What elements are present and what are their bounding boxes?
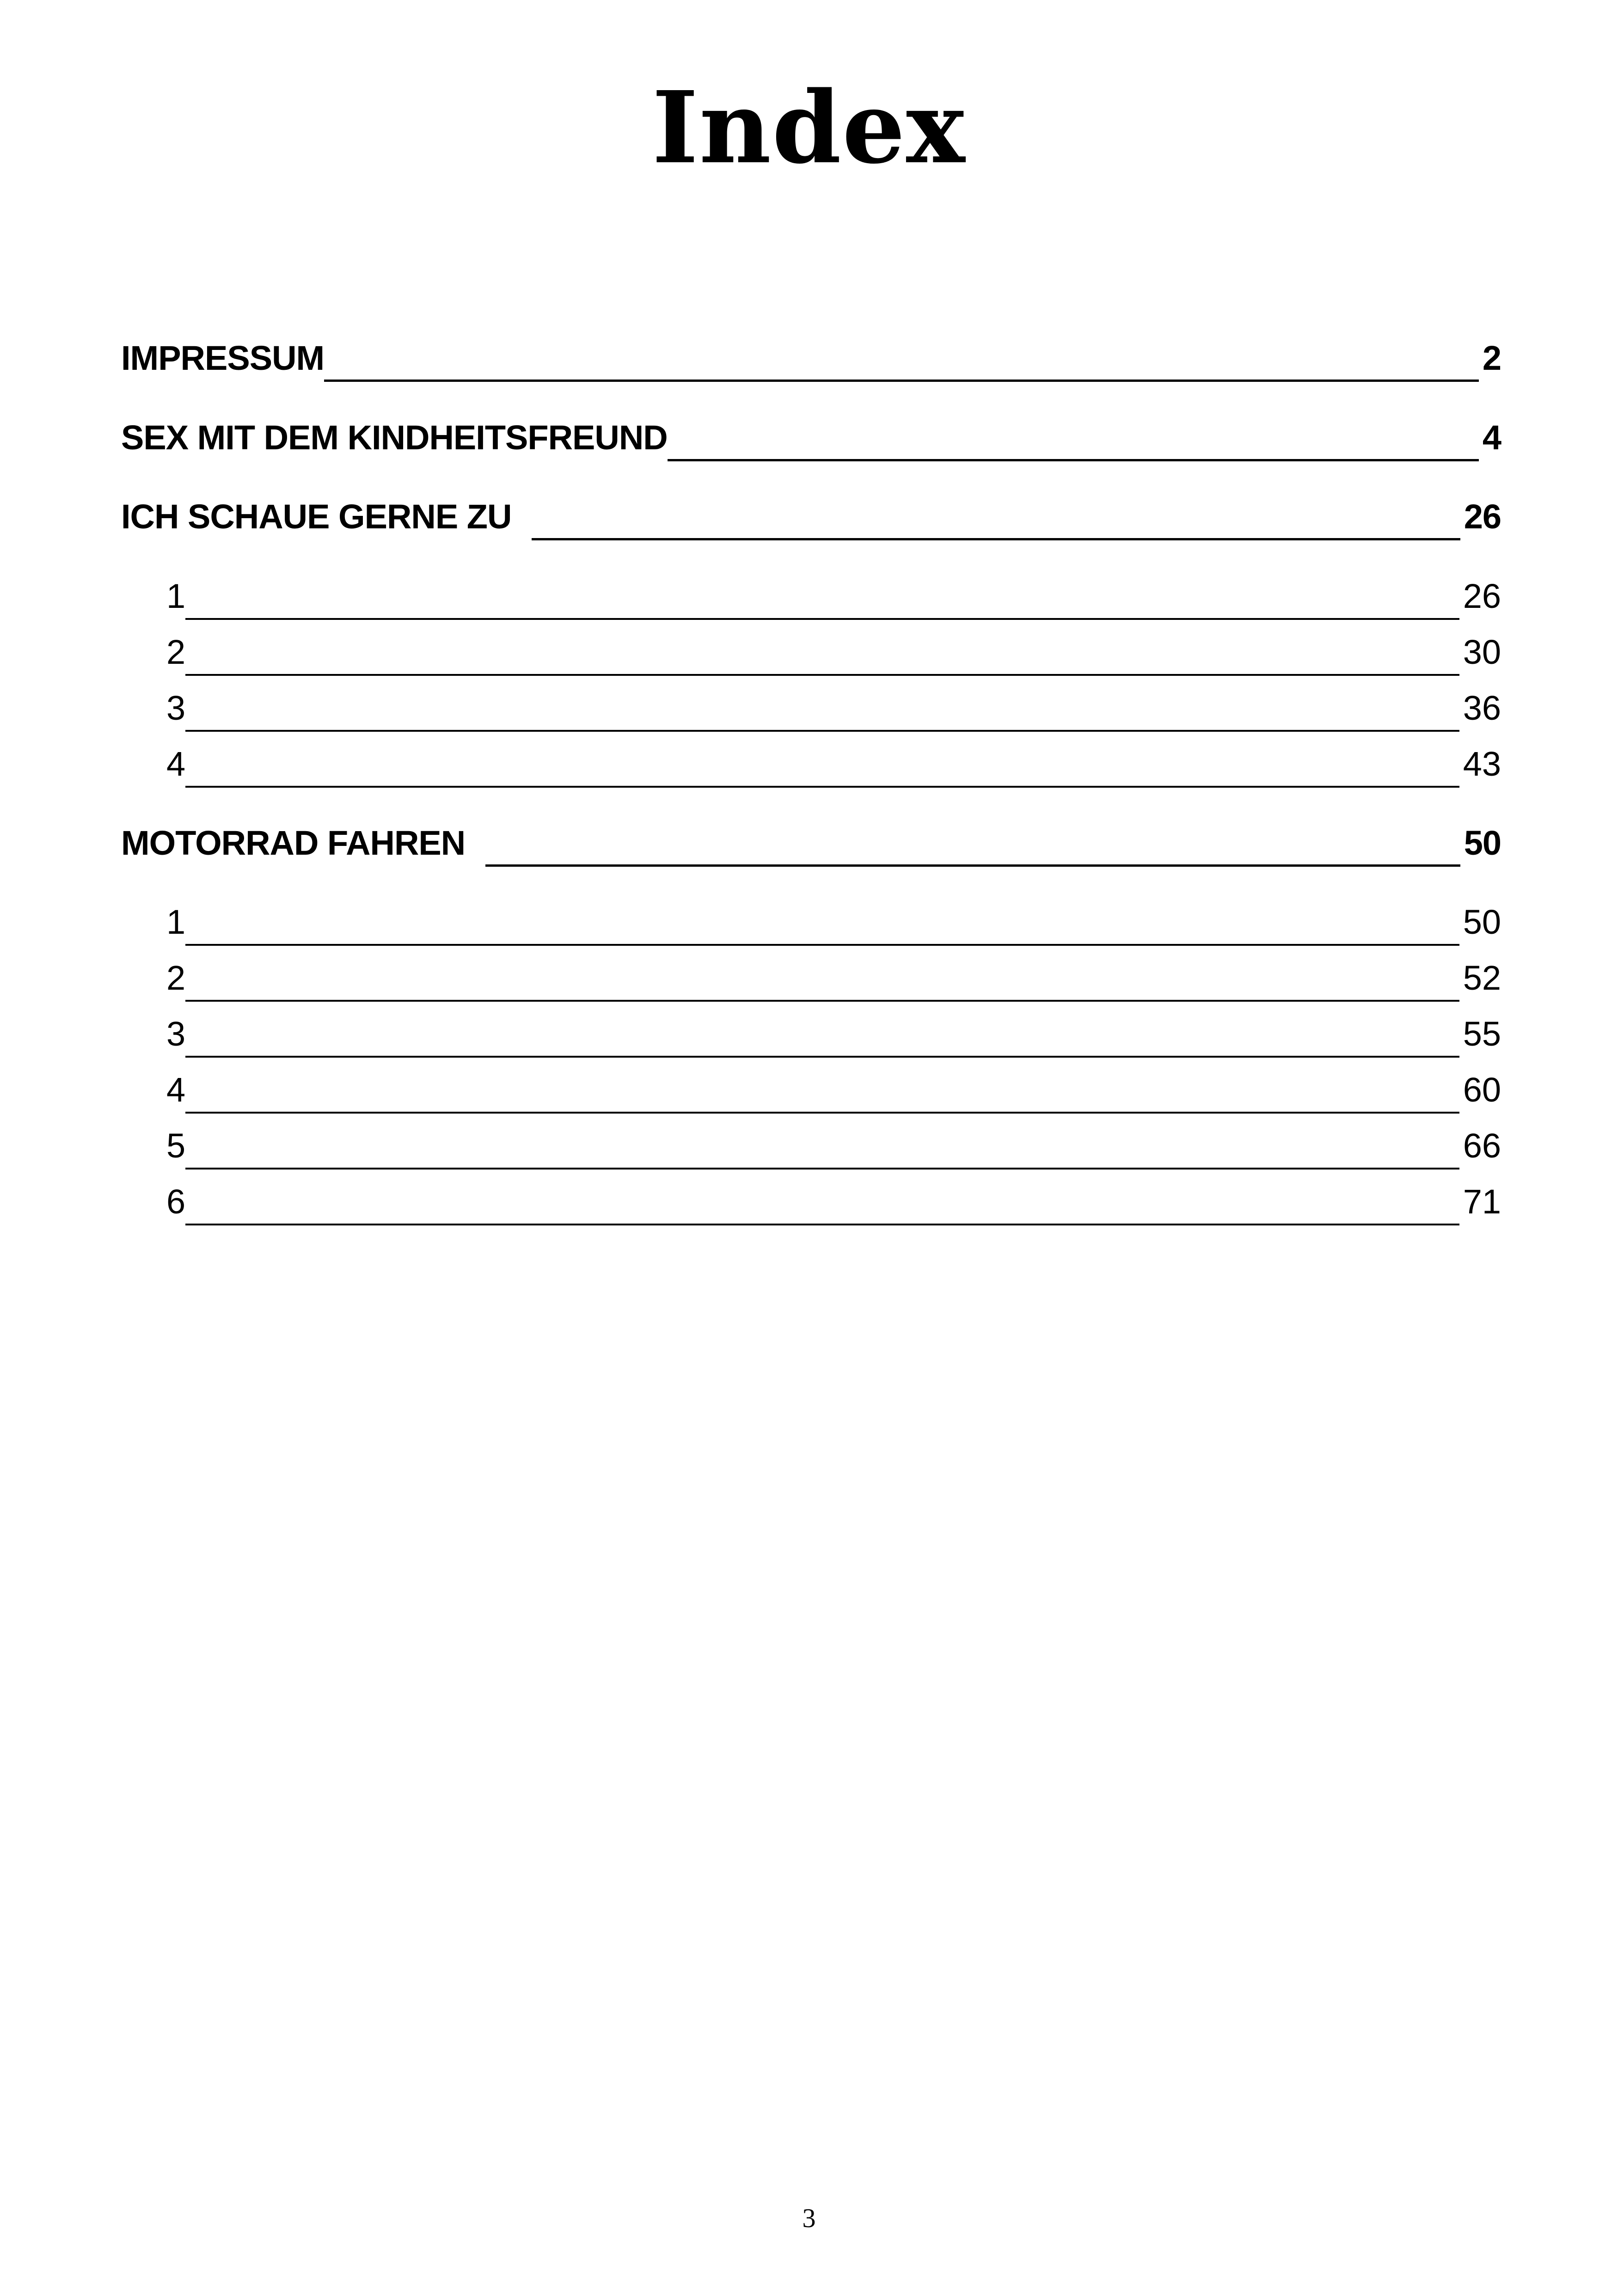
toc-entry-page: 60	[1463, 1071, 1501, 1109]
toc-entry-page: 43	[1463, 745, 1501, 783]
toc-leader-line	[185, 1185, 1459, 1219]
toc-entry-page: 55	[1463, 1015, 1501, 1053]
toc-entry-sex-mit-dem-kindheitsfreund[interactable]	[121, 418, 1501, 457]
toc-leader-line	[185, 635, 1459, 669]
toc-entry-page: 66	[1463, 1127, 1501, 1165]
toc-subentry[interactable]	[166, 1182, 1501, 1221]
toc-leader-line	[485, 826, 1460, 860]
toc-entry-page: 50	[1464, 824, 1501, 862]
toc-entry-label: 5	[166, 1127, 186, 1165]
toc-entry-label: 3	[166, 689, 186, 727]
toc-entry-label: IMPRESSUM	[121, 339, 325, 377]
toc-entry-ich-schaue-gerne-zu[interactable]	[121, 497, 1501, 536]
toc-entry-label: 6	[166, 1182, 186, 1221]
toc-entry-label: ICH SCHAUE GERNE ZU	[121, 497, 512, 536]
toc-entry-motorrad-fahren[interactable]	[121, 826, 1501, 860]
toc-subentry[interactable]	[166, 579, 1501, 613]
toc-entry-page: 26	[1464, 497, 1501, 536]
toc-entry-page: 71	[1463, 1182, 1501, 1221]
toc-leader-line	[185, 691, 1459, 725]
toc-entry-page: 2	[1482, 339, 1501, 377]
toc-entry-page: 36	[1463, 689, 1501, 727]
toc-leader-line	[532, 500, 1460, 534]
toc-entry-label: 2	[166, 959, 186, 997]
toc-entry-label: 2	[166, 633, 186, 671]
toc-entry-label: SEX MIT DEM KINDHEITSFREUND	[121, 418, 668, 457]
toc-leader-line	[185, 1073, 1459, 1107]
toc-entry-page: 52	[1463, 959, 1501, 997]
toc-subentry[interactable]	[166, 635, 1501, 669]
toc-leader-line	[324, 341, 1479, 375]
toc-leader-line	[185, 961, 1459, 995]
toc-entry-page: 30	[1463, 633, 1501, 671]
toc-entry-page: 4	[1482, 418, 1501, 457]
page-number: 3	[802, 2203, 816, 2233]
toc-entry-label: MOTORRAD FAHREN	[121, 824, 466, 862]
toc-subentry[interactable]	[166, 961, 1501, 995]
toc-entry-label: 3	[166, 1015, 186, 1053]
toc-entry-label: 1	[166, 577, 186, 615]
toc-entry-label: 1	[166, 903, 186, 941]
toc-entry-label: 4	[166, 745, 186, 783]
toc-subentry[interactable]	[166, 1073, 1501, 1107]
toc-leader-line	[185, 747, 1459, 781]
toc-leader-line	[185, 1129, 1459, 1163]
toc-entry-page: 50	[1463, 903, 1501, 941]
toc-leader-line	[668, 421, 1479, 455]
toc-subentry[interactable]	[166, 1017, 1501, 1051]
page-title: Index	[652, 70, 966, 186]
toc-subentry[interactable]	[166, 1129, 1501, 1163]
toc-leader-line	[185, 1017, 1459, 1051]
toc-subentry[interactable]	[166, 905, 1501, 939]
toc-subentry[interactable]	[166, 747, 1501, 781]
toc-entry-label: 4	[166, 1071, 186, 1109]
toc-entry-impressum[interactable]	[121, 341, 1501, 375]
toc-subentry[interactable]	[166, 691, 1501, 725]
toc-entry-page: 26	[1463, 577, 1501, 615]
toc-leader-line	[185, 905, 1459, 939]
toc-leader-line	[185, 579, 1459, 613]
